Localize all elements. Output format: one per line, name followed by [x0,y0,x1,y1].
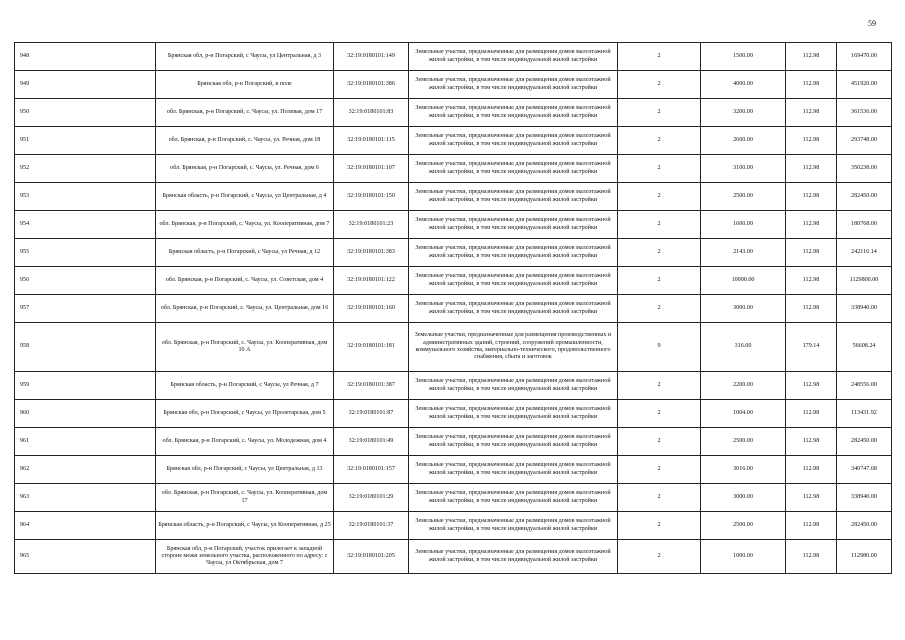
land-purpose-cell: Земельные участки, предназначенные для размещения домов малоэтажной жилой застройки, в том числе индивидуальной жилой застройки [409,512,618,540]
address-cell: Брянская область, р-н Погарский, с Чаусы, ул Центральная, д 4 [156,183,334,211]
cadastral-value-cell: 350238.00 [837,155,892,183]
land-purpose-cell: Земельные участки, предназначенные для размещения домов малоэтажной жилой застройки, в том числе индивидуальной жилой застройки [409,267,618,295]
cadastral-number-cell: 32:19:0180101:386 [334,71,409,99]
rate-cell: 112.98 [786,372,837,400]
group-cell: 2 [618,267,701,295]
group-cell: 2 [618,428,701,456]
table-row [15,239,892,267]
area-cell: 2200.00 [701,372,786,400]
table-row [15,267,892,295]
address-cell: обл. Брянская, р-н Погарский, с. Чаусы, ул. Речная, дом 18 [156,127,334,155]
address-cell: обл. Брянская, р-н Погарский, с. Чаусы, ул. Центральная, дом 16 [156,295,334,323]
land-purpose-cell: Земельные участки, предназначенные для размещения домов малоэтажной жилой застройки, в том числе индивидуальной жилой застройки [409,372,618,400]
table-row [15,428,892,456]
table-row [15,155,892,183]
area-cell: 4000.00 [701,71,786,99]
address-cell: Брянская обл, р-н Погарский, в поле [156,71,334,99]
cadastral-number-cell: 32:19:0180101:107 [334,155,409,183]
group-cell: 2 [618,211,701,239]
rate-cell: 179.14 [786,323,837,372]
table-row [15,372,892,400]
land-purpose-cell: Земельные участки, предназначенные для размещения домов малоэтажной жилой застройки, в том числе индивидуальной жилой застройки [409,295,618,323]
address-cell: Брянская область, р-н Погарский, с Чаусы, ул Кооперативная, д 25 [156,512,334,540]
rate-cell: 112.98 [786,295,837,323]
rate-cell: 112.98 [786,155,837,183]
row-number: 962 [15,456,156,484]
land-purpose-cell: Земельные участки, предназначенные для размещения домов малоэтажной жилой застройки, в том числе индивидуальной жилой застройки [409,71,618,99]
cadastral-number-cell: 32:19:0180101:115 [334,127,409,155]
address-cell: обл. Брянская, р-н Погарский, с. Чаусы, ул. Молодежная, дом 4 [156,428,334,456]
cadastral-number-cell: 32:19:0180101:87 [334,400,409,428]
row-number: 950 [15,99,156,127]
address-cell: обл. Брянская, р-н Погарский, с. Чаусы, ул. Кооперативная, дом 17 [156,484,334,512]
address-cell: Брянская обл, р-н Погарский, с Чаусы, ул Пролетарская, дом 5 [156,400,334,428]
cadastral-number-cell: 32:19:0180101:23 [334,211,409,239]
page-number: 59 [868,19,876,28]
land-purpose-cell: Земельные участки, предназначенные для размещения домов малоэтажной жилой застройки, в том числе индивидуальной жилой застройки [409,400,618,428]
group-cell: 2 [618,456,701,484]
group-cell: 2 [618,400,701,428]
area-cell: 2500.00 [701,183,786,211]
group-cell: 2 [618,295,701,323]
area-cell: 316.00 [701,323,786,372]
rate-cell: 112.98 [786,512,837,540]
address-cell: Брянская область, р-н Погарский, с Чаусы, ул Речная, д 12 [156,239,334,267]
group-cell: 2 [618,372,701,400]
area-cell: 3000.00 [701,295,786,323]
cadastral-number-cell: 32:19:0180101:83 [334,99,409,127]
table-row [15,540,892,574]
area-cell: 2500.00 [701,512,786,540]
cadastral-number-cell: 32:19:0180101:181 [334,323,409,372]
land-purpose-cell: Земельные участки, предназначенные для размещения домов малоэтажной жилой застройки, в том числе индивидуальной жилой застройки [409,239,618,267]
rate-cell: 112.98 [786,239,837,267]
table-row [15,400,892,428]
group-cell: 2 [618,512,701,540]
rate-cell: 112.98 [786,183,837,211]
rate-cell: 112.98 [786,428,837,456]
address-cell: Брянская обл, р-н Погарский, с Чаусы, ул Центральная, д 13 [156,456,334,484]
cadastral-number-cell: 32:19:0180101:205 [334,540,409,574]
row-number: 961 [15,428,156,456]
area-cell: 2143.00 [701,239,786,267]
address-cell: Брянская обл, р-н Погарский, с Чаусы, ул Центральная, д 3 [156,43,334,71]
table-row [15,456,892,484]
row-number: 948 [15,43,156,71]
cadastral-number-cell: 32:19:0180101:149 [334,43,409,71]
area-cell: 3100.00 [701,155,786,183]
group-cell: 2 [618,155,701,183]
group-cell: 2 [618,127,701,155]
row-number: 955 [15,239,156,267]
table-row [15,295,892,323]
address-cell: Брянская обл, р-н Погарский, участок прилегает к западной стороне межи земельного участка, расположенного по адресу: с Чаусы, ул Октябрьская, дом 7 [156,540,334,574]
row-number: 956 [15,267,156,295]
cadastral-number-cell: 32:19:0180101:49 [334,428,409,456]
row-number: 952 [15,155,156,183]
row-number: 951 [15,127,156,155]
cadastral-number-cell: 32:19:0180101:150 [334,183,409,211]
table-row [15,71,892,99]
address-cell: обл. Брянская, р-н Погарский, с. Чаусы, ул. Речная, дом 6 [156,155,334,183]
cadastral-value-cell: 282450.00 [837,428,892,456]
cadastral-value-cell: 361536.00 [837,99,892,127]
land-registry-table [14,42,892,574]
cadastral-value-cell: 282450.00 [837,512,892,540]
area-cell: 2600.00 [701,127,786,155]
row-number: 953 [15,183,156,211]
row-number: 964 [15,512,156,540]
table-row [15,323,892,372]
cadastral-value-cell: 340747.68 [837,456,892,484]
cadastral-value-cell: 112980.00 [837,540,892,574]
row-number: 959 [15,372,156,400]
cadastral-value-cell: 338940.00 [837,484,892,512]
cadastral-value-cell: 180768.00 [837,211,892,239]
area-cell: 1004.00 [701,400,786,428]
row-number: 965 [15,540,156,574]
rate-cell: 112.98 [786,211,837,239]
land-purpose-cell: Земельные участки, предназначенные для размещения производственных и административных зданий, строений, сооружений промышленности, коммунального хозяйства, материально-технического, продовольственного снабжения, сбыта и заготовок [409,323,618,372]
address-cell: обл. Брянская, р-н Погарский, с. Чаусы, ул. Кооперативная, дом 7 [156,211,334,239]
land-purpose-cell: Земельные участки, предназначенные для размещения домов малоэтажной жилой застройки, в том числе индивидуальной жилой застройки [409,211,618,239]
row-number: 954 [15,211,156,239]
cadastral-value-cell: 1129800.00 [837,267,892,295]
land-purpose-cell: Земельные участки, предназначенные для размещения домов малоэтажной жилой застройки, в том числе индивидуальной жилой застройки [409,456,618,484]
area-cell: 3200.00 [701,99,786,127]
rate-cell: 112.98 [786,540,837,574]
group-cell: 9 [618,323,701,372]
rate-cell: 112.98 [786,456,837,484]
cadastral-value-cell: 451920.00 [837,71,892,99]
table-row [15,211,892,239]
group-cell: 2 [618,239,701,267]
land-purpose-cell: Земельные участки, предназначенные для размещения домов малоэтажной жилой застройки, в том числе индивидуальной жилой застройки [409,540,618,574]
table-row [15,43,892,71]
cadastral-number-cell: 32:19:0180101:160 [334,295,409,323]
cadastral-value-cell: 282450.00 [837,183,892,211]
cadastral-number-cell: 32:19:0180101:29 [334,484,409,512]
group-cell: 2 [618,484,701,512]
land-purpose-cell: Земельные участки, предназначенные для размещения домов малоэтажной жилой застройки, в том числе индивидуальной жилой застройки [409,43,618,71]
land-purpose-cell: Земельные участки, предназначенные для размещения домов малоэтажной жилой застройки, в том числе индивидуальной жилой застройки [409,484,618,512]
land-purpose-cell: Земельные участки, предназначенные для размещения домов малоэтажной жилой застройки, в том числе индивидуальной жилой застройки [409,127,618,155]
area-cell: 3016.00 [701,456,786,484]
area-cell: 1600.00 [701,211,786,239]
rate-cell: 112.98 [786,267,837,295]
cadastral-value-cell: 242116.14 [837,239,892,267]
row-number: 958 [15,323,156,372]
table-row [15,512,892,540]
land-purpose-cell: Земельные участки, предназначенные для размещения домов малоэтажной жилой застройки, в том числе индивидуальной жилой застройки [409,428,618,456]
cadastral-value-cell: 248556.00 [837,372,892,400]
row-number: 949 [15,71,156,99]
group-cell: 2 [618,43,701,71]
cadastral-number-cell: 32:19:0180101:383 [334,239,409,267]
group-cell: 2 [618,71,701,99]
rate-cell: 112.98 [786,400,837,428]
cadastral-value-cell: 293748.00 [837,127,892,155]
area-cell: 1000.00 [701,540,786,574]
address-cell: обл. Брянская, р-н Погарский, с. Чаусы, ул. Полевая, дом 17 [156,99,334,127]
land-purpose-cell: Земельные участки, предназначенные для размещения домов малоэтажной жилой застройки, в том числе индивидуальной жилой застройки [409,155,618,183]
table-row [15,99,892,127]
area-cell: 10000.00 [701,267,786,295]
group-cell: 2 [618,99,701,127]
address-cell: обл. Брянская, р-н Погарский, с. Чаусы, ул. Советская, дом 4 [156,267,334,295]
cadastral-value-cell: 169470.00 [837,43,892,71]
cadastral-number-cell: 32:19:0180101:37 [334,512,409,540]
cadastral-number-cell: 32:19:0180101:157 [334,456,409,484]
table-row [15,183,892,211]
address-cell: обл. Брянская, р-н Погарский, с. Чаусы, ул. Кооперативная, дом 10 А [156,323,334,372]
land-purpose-cell: Земельные участки, предназначенные для размещения домов малоэтажной жилой застройки, в том числе индивидуальной жилой застройки [409,183,618,211]
rate-cell: 112.98 [786,484,837,512]
cadastral-number-cell: 32:19:0180101:387 [334,372,409,400]
cadastral-value-cell: 338940.00 [837,295,892,323]
table-row [15,484,892,512]
area-cell: 3000.00 [701,484,786,512]
rate-cell: 112.98 [786,99,837,127]
area-cell: 2500.00 [701,428,786,456]
cadastral-value-cell: 56608.24 [837,323,892,372]
rate-cell: 112.98 [786,43,837,71]
row-number: 960 [15,400,156,428]
row-number: 963 [15,484,156,512]
cadastral-number-cell: 32:19:0180101:122 [334,267,409,295]
address-cell: Брянская область, р-н Погарский, с Чаусы, ул Речная, д 7 [156,372,334,400]
cadastral-value-cell: 113431.92 [837,400,892,428]
row-number: 957 [15,295,156,323]
land-purpose-cell: Земельные участки, предназначенные для размещения домов малоэтажной жилой застройки, в том числе индивидуальной жилой застройки [409,99,618,127]
rate-cell: 112.98 [786,127,837,155]
rate-cell: 112.98 [786,71,837,99]
area-cell: 1500.00 [701,43,786,71]
table-row [15,127,892,155]
group-cell: 2 [618,183,701,211]
group-cell: 2 [618,540,701,574]
